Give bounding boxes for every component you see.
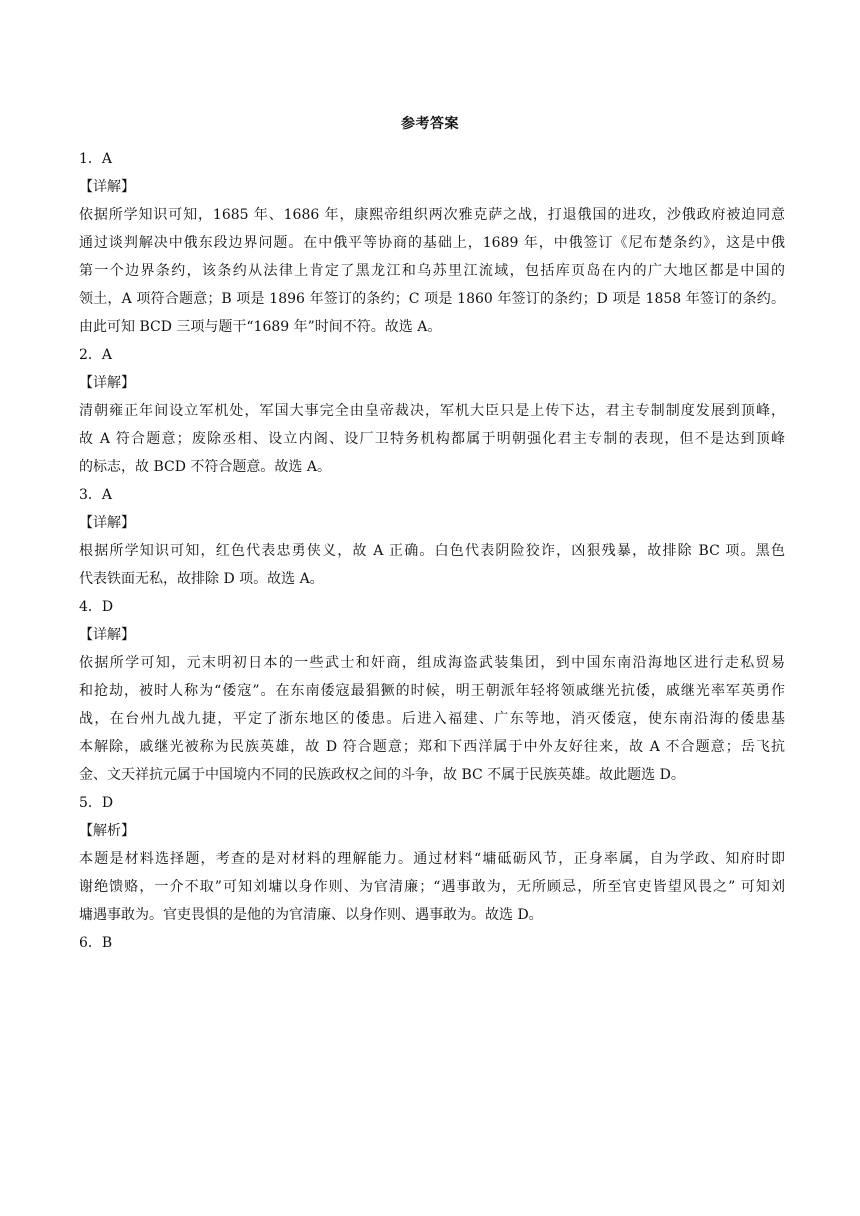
text-line: 本解除，戚继光被称为民族英雄，故 D 符合题意；郑和下西洋属于中外友好往来，故 A 不合题意；岳飞抗 [79,739,785,755]
section-label: 【详解】 [79,179,135,195]
answer-item [79,341,785,481]
section-label: 【详解】 [79,375,135,391]
answer-number: 4．D [79,599,114,615]
text-line: 由此可知 BCD 三项与题干“1689 年”时间不符。故选 A。 [79,319,442,335]
answer-number: 5．D [79,795,114,811]
text-line: 代表铁面无私，故排除 D 项。故选 A。 [79,571,324,587]
section-label: 【详解】 [79,627,135,643]
explanation-text [79,397,785,481]
text-line: 依据所学可知，元末明初日本的一些武士和奸商，组成海盗武装集团，到中国东南沿海地区进行走私贸易 [79,655,785,671]
text-line: 领土，A 项符合题意；B 项是 1896 年签订的条约；C 项是 1860 年签订的条约；D 项是 1858 年签订的条约。 [79,291,785,307]
answer-number: 1．A [79,151,113,167]
answer-number: 6．B [79,935,113,951]
text-line: 本题是材料选择题，考查的是对材料的理解能力。通过材料“墉砥砺风节，正身率属，自为学政、知府时即 [79,851,785,867]
answer-item [79,593,785,789]
explanation-text [79,845,785,929]
section-label: 【详解】 [79,515,135,531]
text-line: 和抢劫，被时人称为“倭寇”。在东南倭寇最猖獗的时候，明王朝派年轻将领戚继光抗倭，戚继光率军英勇作 [79,683,785,699]
text-line: 谢绝馈赂，一介不取”可知刘墉以身作则、为官清廉；“遇事敢为，无所顾忌，所至官吏皆望风畏之” 可知刘 [79,879,785,895]
explanation-text [79,201,785,341]
answer-number: 2．A [79,347,113,363]
answer-list [79,145,785,957]
text-line: 金、文天祥抗元属于中国境内不同的民族政权之间的斗争，故 BC 不属于民族英雄。故此题选 D。 [79,767,685,783]
answer-item [79,929,785,957]
text-line: 清朝雍正年间设立军机处，军国大事完全由皇帝裁决，军机大臣只是上传下达，君主专制制度发展到顶峰， [79,403,785,419]
section-label: 【解析】 [79,823,135,839]
answer-number: 3．A [79,487,113,503]
text-line: 通过谈判解决中俄东段边界问题。在中俄平等协商的基础上，1689 年，中俄签订《尼布楚条约》，这是中俄 [79,235,785,251]
text-line: 第一个边界条约，该条约从法律上肯定了黑龙江和乌苏里江流域，包括库页岛在内的广大地区都是中国的 [79,263,785,279]
explanation-text [79,649,785,789]
page-title: 参考答案 [401,116,459,132]
text-line: 故 A 符合题意；废除丞相、设立内阁、设厂卫特务机构都属于明朝强化君主专制的表现，但不是达到顶峰 [79,431,785,447]
text-line: 根据所学知识可知，红色代表忠勇侠义，故 A 正确。白色代表阴险狡诈，凶狠残暴，故排除 BC 项。黑色 [79,543,785,559]
answer-item [79,145,785,341]
answer-item [79,789,785,929]
text-line: 墉遇事敢为。官吏畏惧的是他的为官清廉、以身作则、遇事敢为。故选 D。 [79,907,543,923]
answer-item [79,481,785,593]
text-line: 依据所学知识可知，1685 年、1686 年，康熙帝组织两次雅克萨之战，打退俄国的进攻，沙俄政府被迫同意 [79,207,785,223]
text-line: 战，在台州九战九捷，平定了浙东地区的倭患。后进入福建、广东等地，消灭倭寇，使东南沿海的倭患基 [79,711,785,727]
explanation-text [79,537,785,593]
text-line: 的标志，故 BCD 不符合题意。故选 A。 [79,459,331,475]
